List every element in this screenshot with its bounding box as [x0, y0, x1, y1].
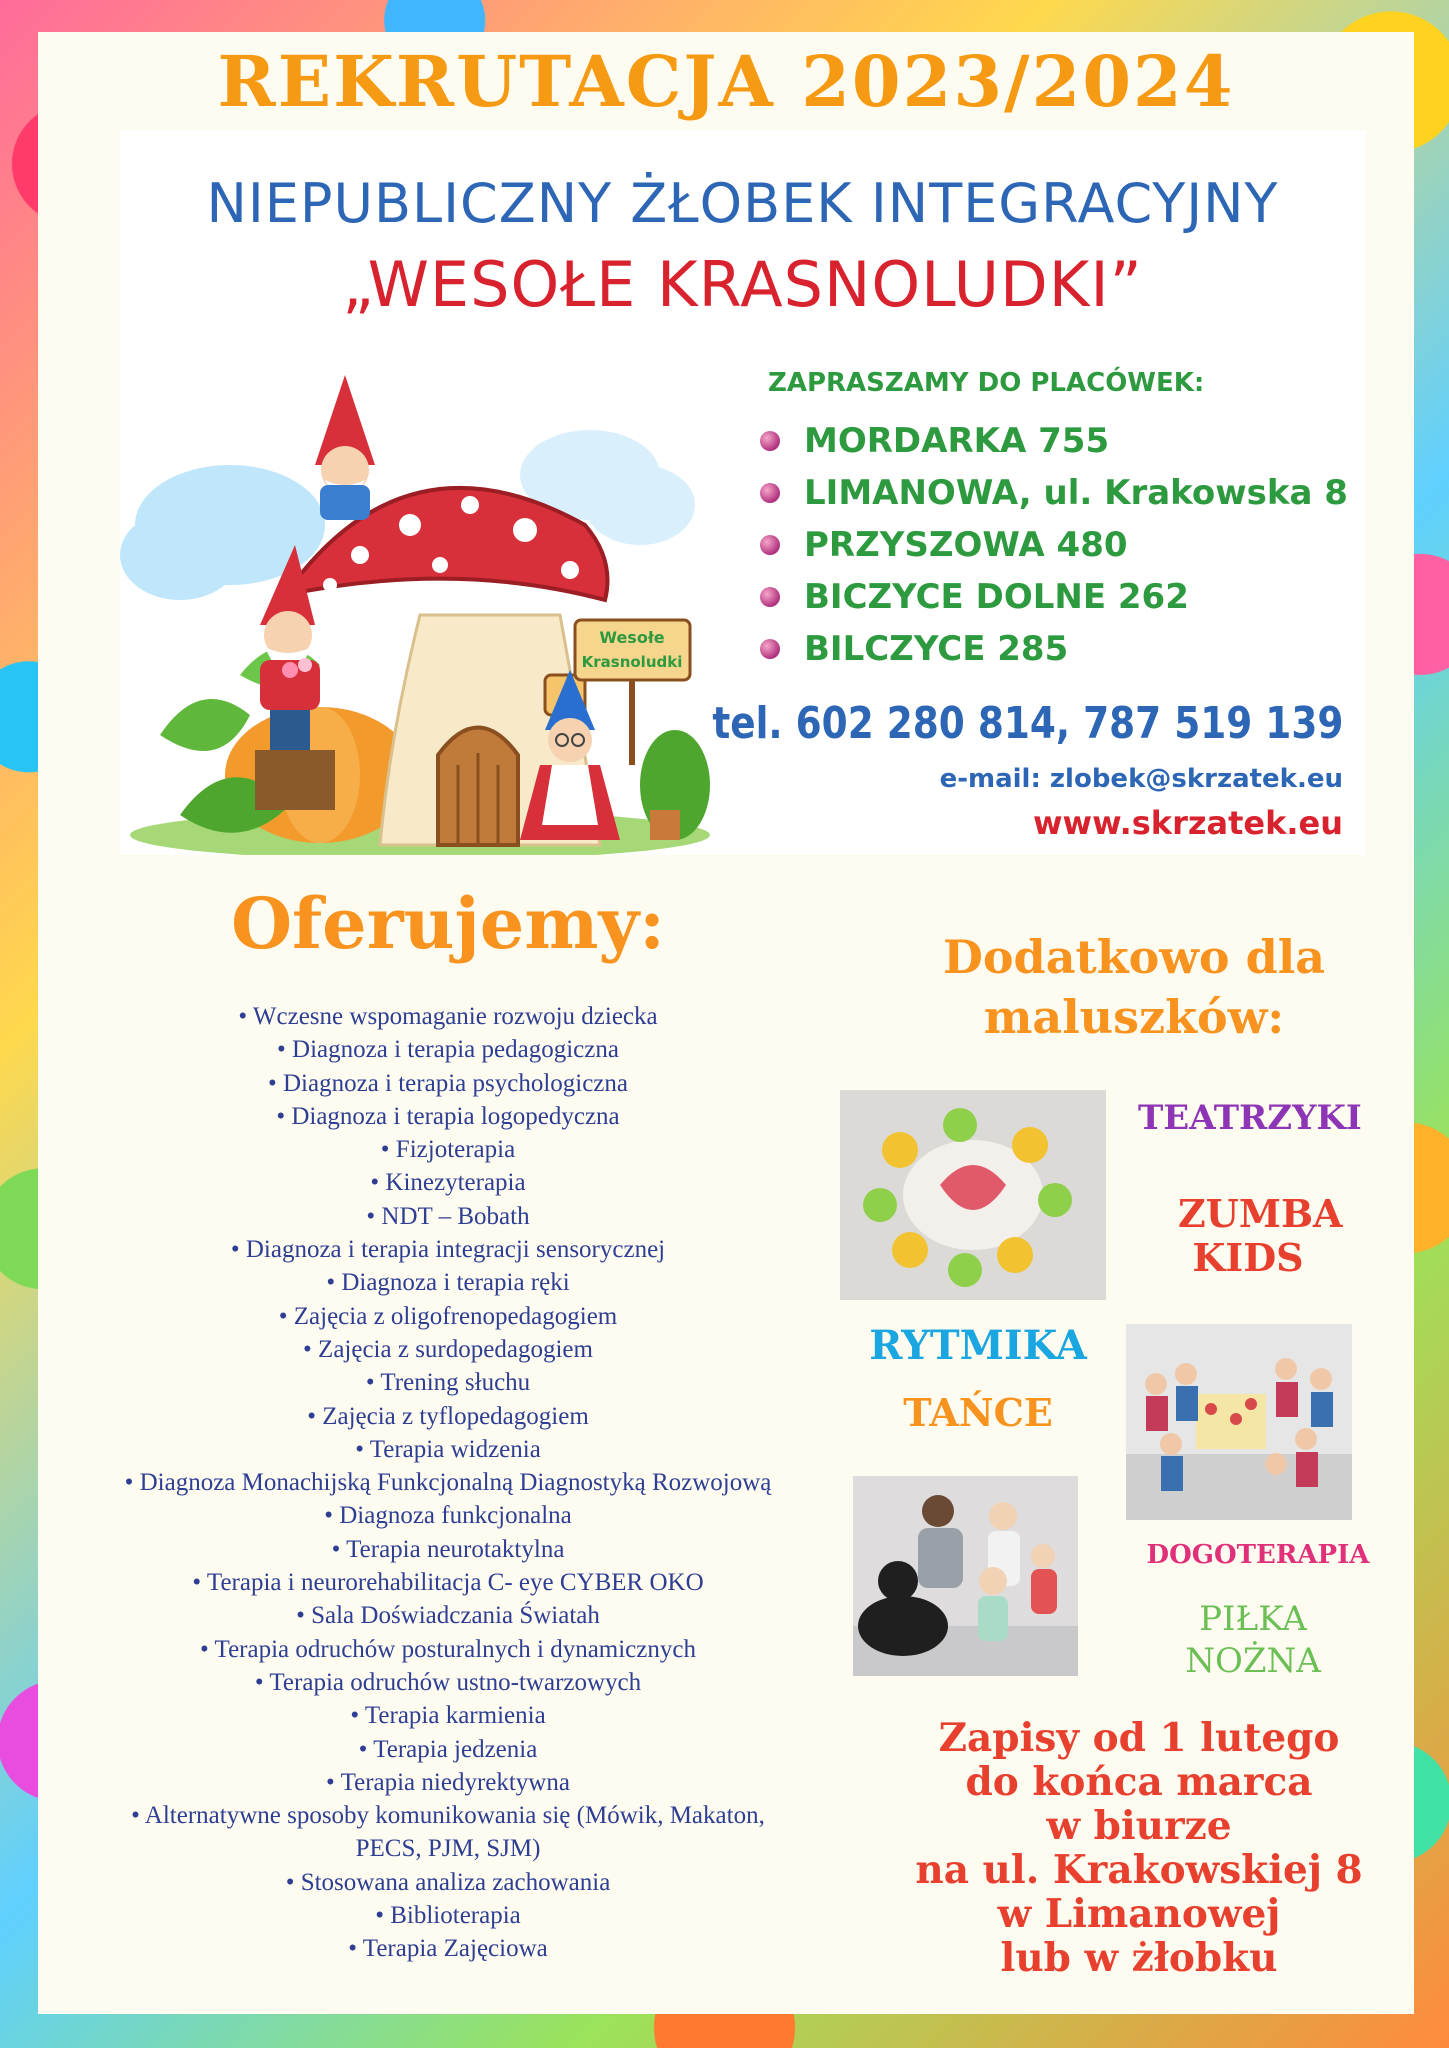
dogoterapia-text: DOGOTERAPIA [1146, 1540, 1370, 1570]
offer-item: • Terapia jedzenia [358, 1735, 538, 1763]
pilka-text-2: NOŻNA [1185, 1641, 1321, 1681]
banner-line-2: „WESOŁE KRASNOLUDKI” [342, 248, 1143, 321]
flower-bullet-icon [760, 639, 780, 659]
offer-list [38, 1000, 858, 1966]
extra-heading [884, 927, 1384, 1047]
location-label: LIMANOWA, ul. Krakowska 8 [804, 473, 1348, 513]
flower-bullet-icon [760, 483, 780, 503]
offer-item: • Wczesne wspomaganie rozwoju dziecka [238, 1003, 658, 1030]
offer-heading: Oferujemy: [231, 882, 665, 965]
offer-item: • Biblioterapia [375, 1902, 521, 1930]
zumba-text-2: KIDS [1192, 1235, 1304, 1280]
offer-item: • Trening słuchu [365, 1369, 531, 1397]
registration-line: w Limanowej [997, 1891, 1281, 1937]
tance-label [878, 1390, 1078, 1435]
offer-item: • Fizjoterapia [380, 1136, 516, 1164]
registration-line: w biurze [1046, 1803, 1232, 1849]
locations-list [760, 415, 1348, 675]
offer-item: • Zajęcia z tyflopedagogiem [307, 1402, 589, 1430]
photo-kids-group [1126, 1324, 1352, 1520]
offer-item: • Zajęcia z oligofrenopedagogiem [278, 1302, 618, 1330]
location-item [760, 467, 1348, 519]
offer-item: • Sala Doświadczania Światah [296, 1602, 600, 1630]
sign-text-2: Krasnoludki [581, 653, 683, 671]
banner-line-1: NIEPUBLICZNY ŻŁOBEK INTEGRACYJNY [206, 172, 1279, 235]
email-address: e-mail: zlobek@skrzatek.eu [939, 764, 1343, 794]
location-label: BILCZYCE 285 [804, 629, 1069, 669]
extra-heading-line-2: maluszków: [983, 990, 1285, 1044]
registration-line: Zapisy od 1 lutego [938, 1715, 1340, 1761]
offer-item: • Alternatywne sposoby komunikowania się (Mówik, Makaton, [131, 1802, 765, 1830]
offer-item: • Terapia i neurorehabilitacja C- eye CYBER OKO [192, 1569, 704, 1597]
registration-line: do końca marca [965, 1759, 1313, 1805]
poster-panel [38, 32, 1414, 2014]
offer-item: • Kinezyterapia [370, 1169, 526, 1197]
offer-item: • Terapia neurotaktylna [331, 1535, 565, 1563]
offer-item: • Stosowana analiza zachowania [285, 1868, 611, 1896]
offer-item: PECS, PJM, SJM) [355, 1835, 541, 1863]
rytmika-label [858, 1322, 1098, 1369]
offer-item: • Diagnoza Monachijską Funkcjonalną Diagnostyką Rozwojową [124, 1469, 772, 1497]
offer-item: • Zajęcia z surdopedagogiem [303, 1335, 593, 1363]
offer-item: • Diagnoza i terapia integracji sensorycznej [230, 1236, 666, 1264]
extra-heading-line-1: Dodatkowo dla [942, 930, 1326, 984]
dogoterapia-label [1138, 1540, 1378, 1570]
offer-item: • Terapia Zajęciowa [348, 1935, 548, 1963]
offer-item: • Terapia niedyrektywna [326, 1768, 570, 1796]
location-item [760, 519, 1348, 571]
offer-item: • Diagnoza i terapia pedagogiczna [277, 1036, 619, 1064]
registration-line: lub w żłobku [1000, 1935, 1278, 1981]
invite-heading: ZAPRASZAMY DO PLACÓWEK: [768, 368, 1205, 398]
phone-numbers: tel. 602 280 814, 787 519 139 [711, 698, 1343, 749]
registration-info [904, 1716, 1374, 1980]
rytmika-text: RYTMIKA [869, 1322, 1087, 1369]
teatrzyki-label [1138, 1098, 1362, 1138]
website-url: www.skrzatek.eu [1032, 804, 1343, 842]
offer-item: • Terapia widzenia [355, 1435, 541, 1463]
offer-item: • NDT – Bobath [366, 1202, 530, 1230]
offer-item: • Terapia karmienia [350, 1702, 546, 1730]
teatrzyki-text: TEATRZYKI [1138, 1098, 1362, 1138]
registration-line: na ul. Krakowskiej 8 [915, 1847, 1363, 1893]
offer-item: • Diagnoza i terapia ręki [326, 1269, 570, 1297]
zumba-label [1178, 1191, 1343, 1280]
sign-text-1: Wesołe [599, 628, 665, 647]
flower-bullet-icon [760, 535, 780, 555]
flower-bullet-icon [760, 431, 780, 451]
offer-item: • Diagnoza i terapia logopedyczna [276, 1102, 620, 1130]
location-item [760, 623, 1348, 675]
poster-title: REKRUTACJA 2023/2024 [217, 40, 1235, 123]
location-label: MORDARKA 755 [804, 421, 1110, 461]
offer-item: • Terapia odruchów posturalnych i dynamicznych [200, 1635, 696, 1663]
flower-bullet-icon [760, 587, 780, 607]
gnome-mushroom-illustration [120, 355, 720, 855]
location-label: BICZYCE DOLNE 262 [804, 577, 1189, 617]
location-label: PRZYSZOWA 480 [804, 525, 1128, 565]
location-item [760, 571, 1348, 623]
photo-kids-circle [840, 1090, 1106, 1300]
offer-item: • Terapia odruchów ustno-twarzowych [254, 1668, 642, 1696]
location-item [760, 415, 1348, 467]
pilka-nozna-label [1168, 1598, 1338, 1682]
offer-item: • Diagnoza i terapia psychologiczna [268, 1069, 628, 1097]
zumba-text-1: ZUMBA [1178, 1191, 1343, 1236]
nursery-banner [120, 130, 1365, 855]
tance-text: TAŃCE [903, 1390, 1053, 1435]
pilka-text-1: PIŁKA [1199, 1599, 1307, 1639]
photo-dog-therapy [853, 1476, 1078, 1676]
offer-item: • Diagnoza funkcjonalna [324, 1502, 572, 1530]
